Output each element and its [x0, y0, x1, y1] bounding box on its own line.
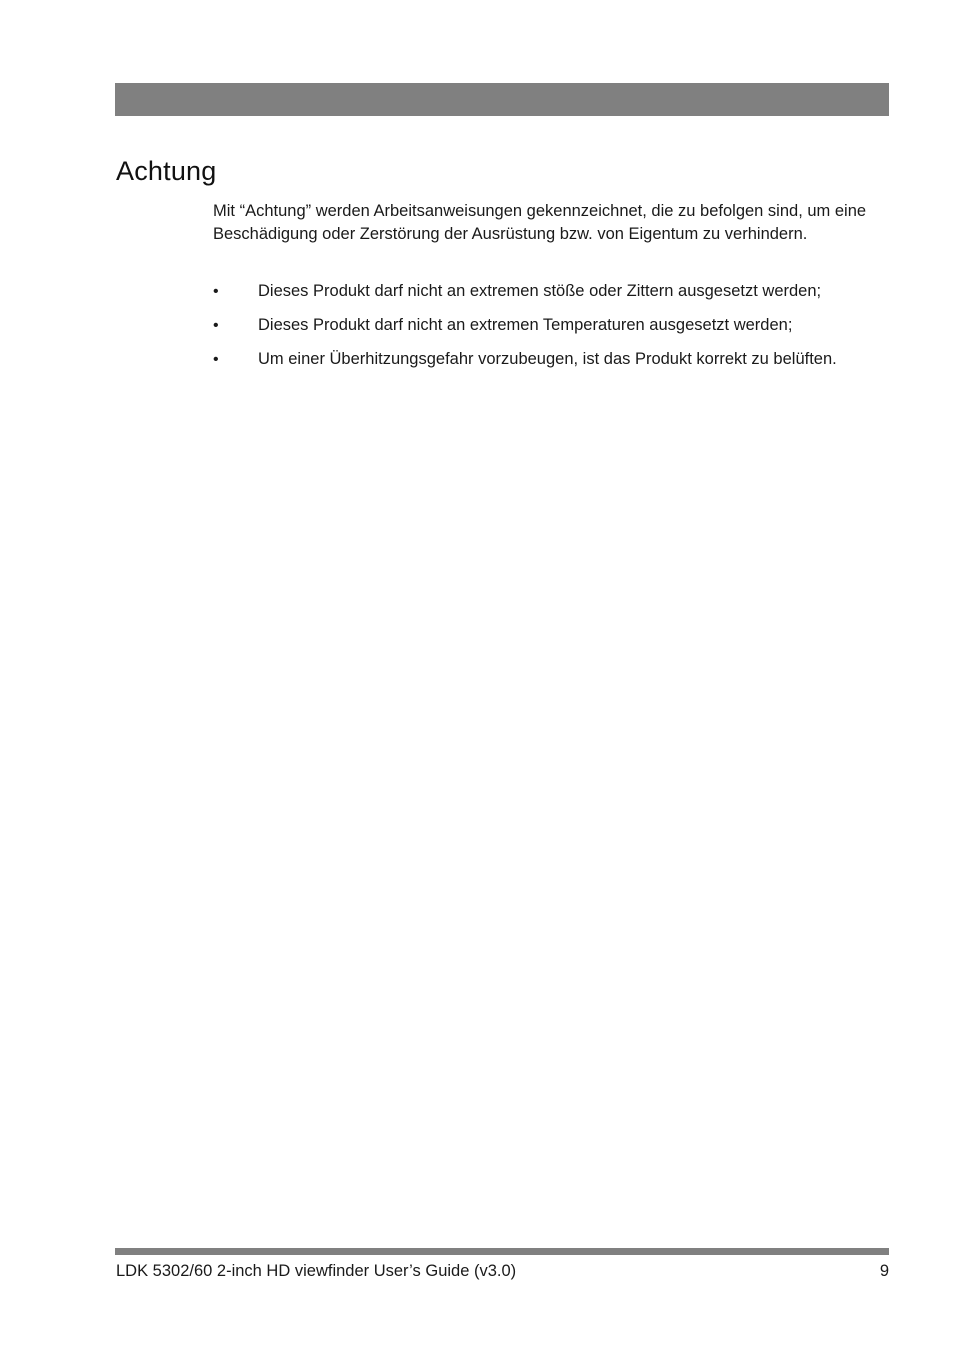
footer-document-title: LDK 5302/60 2-inch HD viewfinder User’s Guide (v3.0) — [116, 1262, 517, 1280]
bullet-text: Dieses Produkt darf nicht an extremen stöße oder Zittern ausgesetzt werden; — [258, 282, 822, 300]
bullet-icon: • — [213, 317, 219, 334]
list-item — [213, 314, 889, 337]
header-bar — [115, 83, 889, 116]
list-item — [213, 348, 889, 371]
bullet-icon: • — [213, 351, 219, 368]
bullet-text: Um einer Überhitzungsgefahr vorzubeugen, ist das Produkt korrekt zu belüften. — [258, 350, 837, 368]
intro-paragraph: Mit “Achtung” werden Arbeitsanweisungen gekennzeichnet, die zu befolgen sind, um eine Beschädigung oder Zerstörung der Ausrüstung bzw. von Eigentum zu verhindern. — [213, 202, 867, 243]
bullet-icon: • — [213, 283, 219, 300]
section-title: Achtung — [116, 156, 217, 186]
list-item — [213, 280, 889, 303]
bullet-list — [213, 280, 889, 382]
page-number: 9 — [879, 1262, 889, 1280]
bullet-text: Dieses Produkt darf nicht an extremen Temperaturen ausgesetzt werden; — [258, 316, 793, 334]
footer-bar — [115, 1248, 889, 1255]
